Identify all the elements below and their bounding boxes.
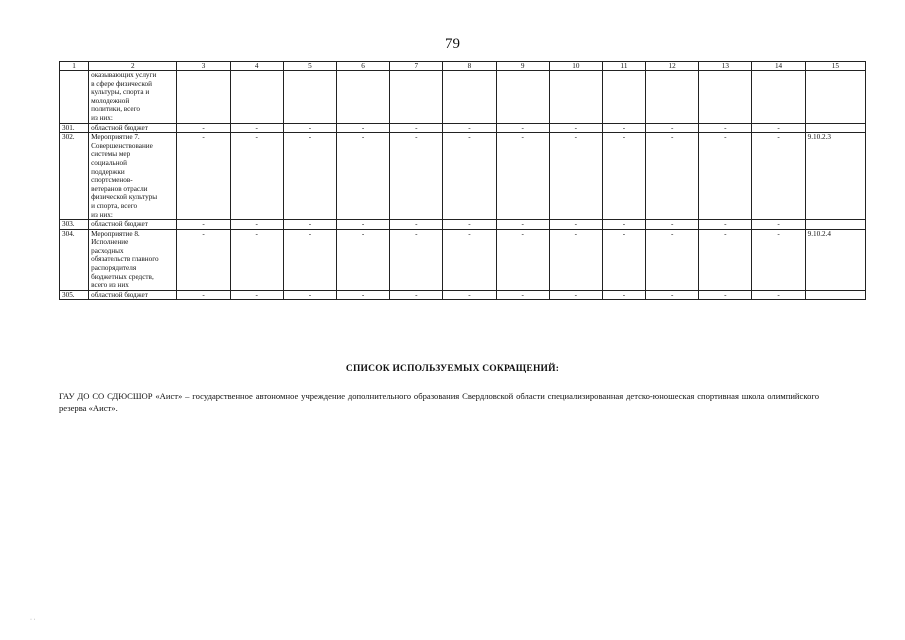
value-cell-col-8: -	[443, 220, 496, 230]
table-row	[60, 123, 866, 133]
target-indicator-ref: 9.10.2.3	[805, 133, 865, 220]
value-cell-col-9: -	[496, 133, 549, 220]
column-header-5: 5	[283, 62, 336, 71]
value-cell-col-14: -	[752, 123, 805, 133]
value-cell-col-3: -	[177, 220, 230, 230]
row-number	[60, 71, 89, 124]
description-line: ветеранов отрасли	[91, 184, 148, 193]
value-cell-col-9	[496, 71, 549, 124]
target-indicator-ref	[805, 71, 865, 124]
column-header-1: 1	[60, 62, 89, 71]
target-indicator-ref: 9.10.2.4	[805, 229, 865, 290]
value-cell-col-5: -	[283, 133, 336, 220]
value-cell-col-6	[336, 71, 389, 124]
value-cell-col-14: -	[752, 290, 805, 300]
table-row	[60, 290, 866, 300]
value-cell-col-14	[752, 71, 805, 124]
column-header-6: 6	[336, 62, 389, 71]
description-line: системы мер	[91, 150, 131, 159]
column-header-10: 10	[549, 62, 602, 71]
row-description	[89, 229, 177, 290]
description-line: социальной	[91, 158, 127, 167]
column-header-2: 2	[89, 62, 177, 71]
value-cell-col-6: -	[336, 229, 389, 290]
description-line: спортсменов-	[91, 176, 133, 185]
description-line: обязательств главного	[91, 255, 159, 264]
description-line: в сфере физической	[91, 79, 152, 88]
value-cell-col-10: -	[549, 133, 602, 220]
value-cell-col-5: -	[283, 220, 336, 230]
scan-artifact-marks: · ·	[30, 617, 36, 623]
table-row	[60, 71, 866, 124]
value-cell-col-7: -	[390, 133, 443, 220]
value-cell-col-3: -	[177, 133, 230, 220]
target-indicator-ref	[805, 123, 865, 133]
description-line: областной бюджет	[91, 290, 148, 299]
page-number: 79	[445, 36, 460, 52]
value-cell-col-6: -	[336, 133, 389, 220]
value-cell-col-4: -	[230, 133, 283, 220]
value-cell-col-5	[283, 71, 336, 124]
row-number: 304.	[60, 229, 89, 290]
value-cell-col-11: -	[602, 123, 645, 133]
table-body	[60, 62, 866, 300]
target-indicator-ref	[805, 220, 865, 230]
row-description	[89, 123, 177, 133]
value-cell-col-4: -	[230, 290, 283, 300]
description-line: расходных	[91, 246, 124, 255]
description-line: молодежной	[91, 96, 130, 105]
value-cell-col-11	[602, 71, 645, 124]
column-header-11: 11	[602, 62, 645, 71]
value-cell-col-12: -	[646, 220, 699, 230]
row-description	[89, 133, 177, 220]
description-line: и спорта, всего	[91, 201, 138, 210]
value-cell-col-10: -	[549, 290, 602, 300]
value-cell-col-4: -	[230, 229, 283, 290]
value-cell-col-10: -	[549, 220, 602, 230]
value-cell-col-12: -	[646, 290, 699, 300]
value-cell-col-8: -	[443, 123, 496, 133]
description-line: из них:	[91, 210, 113, 219]
value-cell-col-14: -	[752, 229, 805, 290]
value-cell-col-13: -	[699, 229, 752, 290]
value-cell-col-3: -	[177, 123, 230, 133]
value-cell-col-3: -	[177, 290, 230, 300]
row-number: 303.	[60, 220, 89, 230]
table-row	[60, 229, 866, 290]
description-line: всего из них	[91, 281, 129, 290]
table-row	[60, 133, 866, 220]
value-cell-col-6: -	[336, 220, 389, 230]
description-line: политики, всего	[91, 105, 140, 114]
value-cell-col-4: -	[230, 123, 283, 133]
description-line: областной бюджет	[91, 123, 148, 132]
value-cell-col-14: -	[752, 133, 805, 220]
description-line: Исполнение	[91, 238, 129, 247]
value-cell-col-13: -	[699, 133, 752, 220]
column-header-14: 14	[752, 62, 805, 71]
abbreviations-text: ГАУ ДО СО СДЮСШОР «Аист» – государственное автономное учреждение дополнительного образования Свердловской области специализированная детско-юношеская спортивная школа олимпийского резерва «Аист».	[59, 391, 819, 413]
value-cell-col-13: -	[699, 220, 752, 230]
table-header-row	[60, 62, 866, 71]
value-cell-col-12: -	[646, 229, 699, 290]
value-cell-col-8	[443, 71, 496, 124]
budget-table	[59, 61, 866, 300]
value-cell-col-12	[646, 71, 699, 124]
description-line: Совершенствование	[91, 141, 153, 150]
description-line: из них:	[91, 113, 113, 122]
column-header-3: 3	[177, 62, 230, 71]
value-cell-col-12: -	[646, 123, 699, 133]
description-line: поддержки	[91, 167, 125, 176]
value-cell-col-11: -	[602, 133, 645, 220]
value-cell-col-7: -	[390, 123, 443, 133]
column-header-15: 15	[805, 62, 865, 71]
description-line: культуры, спорта и	[91, 88, 150, 97]
row-description	[89, 71, 177, 124]
value-cell-col-11: -	[602, 220, 645, 230]
value-cell-col-13: -	[699, 290, 752, 300]
value-cell-col-5: -	[283, 229, 336, 290]
value-cell-col-5: -	[283, 123, 336, 133]
description-line: распорядителя	[91, 264, 137, 273]
value-cell-col-7: -	[390, 220, 443, 230]
description-line: физической культуры	[91, 193, 158, 202]
value-cell-col-13: -	[699, 123, 752, 133]
value-cell-col-9: -	[496, 220, 549, 230]
value-cell-col-11: -	[602, 290, 645, 300]
value-cell-col-7: -	[390, 290, 443, 300]
abbreviations-title: СПИСОК ИСПОЛЬЗУЕМЫХ СОКРАЩЕНИЙ:	[345, 364, 560, 374]
column-header-7: 7	[390, 62, 443, 71]
value-cell-col-10: -	[549, 229, 602, 290]
value-cell-col-4	[230, 71, 283, 124]
value-cell-col-10: -	[549, 123, 602, 133]
table-row	[60, 220, 866, 230]
description-line: Мероприятие 7.	[91, 133, 140, 142]
value-cell-col-9: -	[496, 123, 549, 133]
value-cell-col-11: -	[602, 229, 645, 290]
description-line: Мероприятие 8.	[91, 229, 140, 238]
value-cell-col-10	[549, 71, 602, 124]
row-number: 305.	[60, 290, 89, 300]
column-header-12: 12	[646, 62, 699, 71]
value-cell-col-13	[699, 71, 752, 124]
description-line: оказывающих услуги	[91, 71, 157, 79]
value-cell-col-8: -	[443, 290, 496, 300]
column-header-8: 8	[443, 62, 496, 71]
value-cell-col-9: -	[496, 229, 549, 290]
value-cell-col-7	[390, 71, 443, 124]
description-line: бюджетных средств,	[91, 272, 154, 281]
value-cell-col-3: -	[177, 229, 230, 290]
value-cell-col-8: -	[443, 133, 496, 220]
column-header-4: 4	[230, 62, 283, 71]
value-cell-col-6: -	[336, 123, 389, 133]
value-cell-col-9: -	[496, 290, 549, 300]
value-cell-col-12: -	[646, 133, 699, 220]
value-cell-col-7: -	[390, 229, 443, 290]
value-cell-col-3	[177, 71, 230, 124]
row-number: 301.	[60, 123, 89, 133]
row-description	[89, 290, 177, 300]
value-cell-col-8: -	[443, 229, 496, 290]
column-header-9: 9	[496, 62, 549, 71]
value-cell-col-6: -	[336, 290, 389, 300]
target-indicator-ref	[805, 290, 865, 300]
description-line: областной бюджет	[91, 220, 148, 229]
value-cell-col-4: -	[230, 220, 283, 230]
value-cell-col-14: -	[752, 220, 805, 230]
column-header-13: 13	[699, 62, 752, 71]
row-description	[89, 220, 177, 230]
row-number: 302.	[60, 133, 89, 220]
value-cell-col-5: -	[283, 290, 336, 300]
